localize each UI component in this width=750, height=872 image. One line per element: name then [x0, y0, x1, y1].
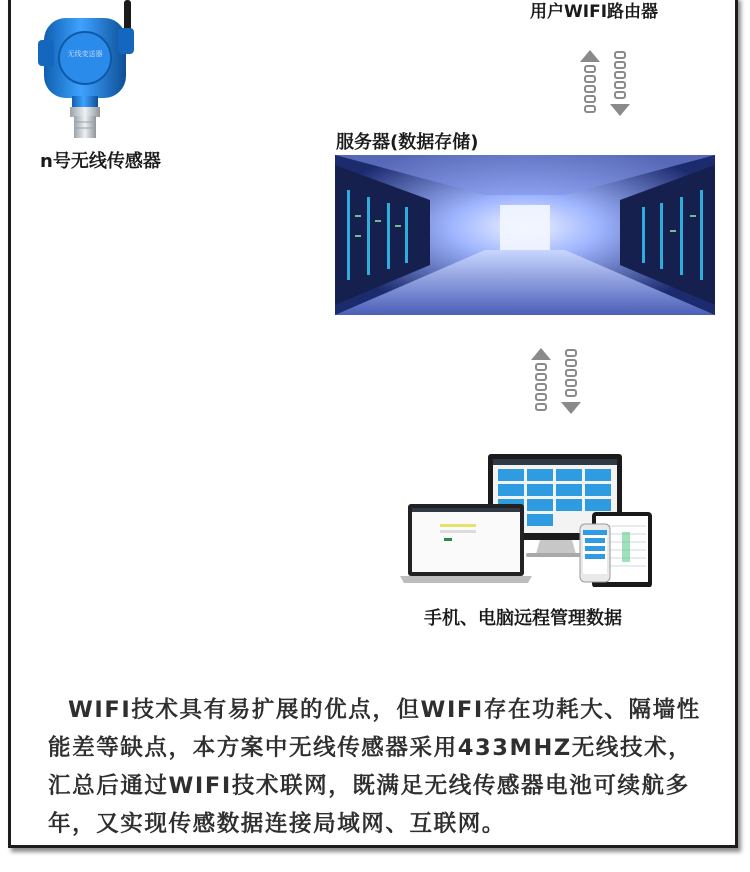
- router-label: 用户WIFI路由器: [530, 2, 659, 22]
- bidirectional-arrow-icon: [577, 48, 633, 120]
- server-room-image: [335, 155, 715, 315]
- server-label: 服务器(数据存储): [336, 132, 479, 153]
- devices-label: 手机、电脑远程管理数据: [424, 608, 622, 629]
- wireless-sensor-image: [38, 0, 148, 140]
- sensor-label: n号无线传感器: [40, 151, 161, 172]
- bidirectional-arrow-icon: [528, 346, 584, 418]
- description-paragraph: WIFI技术具有易扩展的优点，但WIFI存在功耗大、隔墙性能差等缺点，本方案中无线传感器采用433MHZ无线技术，汇总后通过WIFI技术联网，既满足无线传感器电池可续航多年，又实现传感数据连接局域网、互联网。: [48, 696, 701, 837]
- sensor-nameplate: 无线变送器: [67, 50, 103, 58]
- devices-image: [400, 452, 655, 587]
